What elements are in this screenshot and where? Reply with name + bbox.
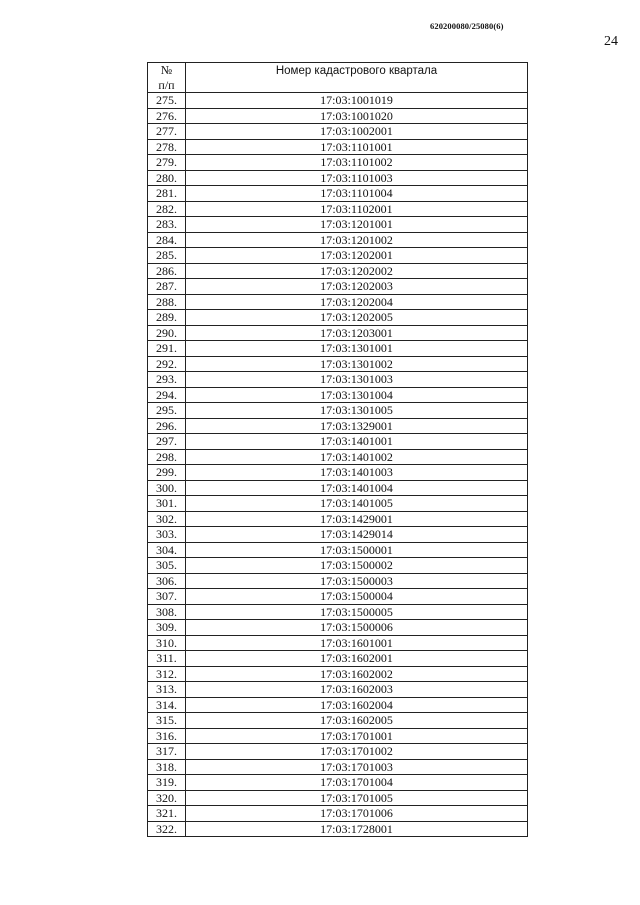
cadastral-number: 17:03:1500004 <box>186 589 528 605</box>
cadastral-number: 17:03:1701004 <box>186 775 528 791</box>
row-number: 319. <box>148 775 186 791</box>
table-row <box>148 325 528 341</box>
row-number: 318. <box>148 759 186 775</box>
cadastral-number: 17:03:1202005 <box>186 310 528 326</box>
cadastral-number: 17:03:1701002 <box>186 744 528 760</box>
row-number: 289. <box>148 310 186 326</box>
table-row <box>148 155 528 171</box>
cadastral-number: 17:03:1500001 <box>186 542 528 558</box>
table-row <box>148 806 528 822</box>
row-number: 287. <box>148 279 186 295</box>
table-row <box>148 480 528 496</box>
table-row <box>148 124 528 140</box>
row-number: 296. <box>148 418 186 434</box>
cadastral-number: 17:03:1101003 <box>186 170 528 186</box>
table-row <box>148 573 528 589</box>
table-row <box>148 170 528 186</box>
row-number: 321. <box>148 806 186 822</box>
row-number: 276. <box>148 108 186 124</box>
row-number: 279. <box>148 155 186 171</box>
cadastral-number: 17:03:1301004 <box>186 387 528 403</box>
table-row <box>148 790 528 806</box>
cadastral-number: 17:03:1201001 <box>186 217 528 233</box>
row-number: 278. <box>148 139 186 155</box>
row-number: 302. <box>148 511 186 527</box>
cadastral-number: 17:03:1602002 <box>186 666 528 682</box>
column-header-cadastral-number: Номер кадастрового квартала <box>186 63 528 93</box>
row-number: 293. <box>148 372 186 388</box>
cadastral-number: 17:03:1429001 <box>186 511 528 527</box>
table-row <box>148 527 528 543</box>
cadastral-number: 17:03:1500002 <box>186 558 528 574</box>
table-row <box>148 759 528 775</box>
table-row <box>148 310 528 326</box>
table-row <box>148 666 528 682</box>
cadastral-number: 17:03:1203001 <box>186 325 528 341</box>
table-row <box>148 387 528 403</box>
table-row <box>148 589 528 605</box>
table-row <box>148 356 528 372</box>
table-row <box>148 403 528 419</box>
row-number: 313. <box>148 682 186 698</box>
table-row <box>148 201 528 217</box>
table-row <box>148 604 528 620</box>
table-row <box>148 713 528 729</box>
cadastral-number: 17:03:1301001 <box>186 341 528 357</box>
row-number: 288. <box>148 294 186 310</box>
cadastral-number: 17:03:1301005 <box>186 403 528 419</box>
cadastral-number: 17:03:1601001 <box>186 635 528 651</box>
row-number: 277. <box>148 124 186 140</box>
cadastral-number: 17:03:1728001 <box>186 821 528 837</box>
column-header-number-line2: п/п <box>158 77 175 92</box>
row-number: 299. <box>148 465 186 481</box>
table-row <box>148 418 528 434</box>
cadastral-number: 17:03:1401004 <box>186 480 528 496</box>
table-row <box>148 217 528 233</box>
page-number: 24 <box>604 34 618 49</box>
column-header-number-line1: № <box>160 63 173 77</box>
cadastral-number: 17:03:1701001 <box>186 728 528 744</box>
table-row <box>148 682 528 698</box>
row-number: 305. <box>148 558 186 574</box>
row-number: 317. <box>148 744 186 760</box>
row-number: 285. <box>148 248 186 264</box>
cadastral-number: 17:03:1401003 <box>186 465 528 481</box>
document-code: 620200080/25080(6) <box>430 21 504 31</box>
cadastral-number: 17:03:1202003 <box>186 279 528 295</box>
row-number: 284. <box>148 232 186 248</box>
row-number: 312. <box>148 666 186 682</box>
cadastral-number: 17:03:1101001 <box>186 139 528 155</box>
row-number: 320. <box>148 790 186 806</box>
row-number: 297. <box>148 434 186 450</box>
cadastral-number: 17:03:1701005 <box>186 790 528 806</box>
row-number: 292. <box>148 356 186 372</box>
table-row <box>148 496 528 512</box>
cadastral-number: 17:03:1201002 <box>186 232 528 248</box>
row-number: 290. <box>148 325 186 341</box>
table-row <box>148 232 528 248</box>
cadastral-number: 17:03:1602005 <box>186 713 528 729</box>
cadastral-number: 17:03:1202001 <box>186 248 528 264</box>
row-number: 315. <box>148 713 186 729</box>
table-row <box>148 651 528 667</box>
cadastral-number: 17:03:1500006 <box>186 620 528 636</box>
row-number: 282. <box>148 201 186 217</box>
table-body <box>148 93 528 837</box>
table-row <box>148 93 528 109</box>
table-row <box>148 697 528 713</box>
table-row <box>148 511 528 527</box>
cadastral-number: 17:03:1602001 <box>186 651 528 667</box>
table-row <box>148 449 528 465</box>
table-row <box>148 279 528 295</box>
table-row <box>148 620 528 636</box>
table-row <box>148 434 528 450</box>
cadastral-number: 17:03:1001020 <box>186 108 528 124</box>
cadastral-number: 17:03:1202004 <box>186 294 528 310</box>
cadastral-number: 17:03:1500003 <box>186 573 528 589</box>
row-number: 304. <box>148 542 186 558</box>
table-row <box>148 186 528 202</box>
cadastral-number: 17:03:1329001 <box>186 418 528 434</box>
column-header-number <box>148 63 186 93</box>
table-row <box>148 775 528 791</box>
table-row <box>148 821 528 837</box>
cadastral-number: 17:03:1602003 <box>186 682 528 698</box>
cadastral-number: 17:03:1401005 <box>186 496 528 512</box>
cadastral-number: 17:03:1301002 <box>186 356 528 372</box>
cadastral-number: 17:03:1401001 <box>186 434 528 450</box>
row-number: 281. <box>148 186 186 202</box>
cadastral-number: 17:03:1101002 <box>186 155 528 171</box>
row-number: 280. <box>148 170 186 186</box>
cadastral-quarters-table <box>147 62 528 837</box>
row-number: 303. <box>148 527 186 543</box>
row-number: 298. <box>148 449 186 465</box>
table-row <box>148 558 528 574</box>
row-number: 311. <box>148 651 186 667</box>
cadastral-number: 17:03:1500005 <box>186 604 528 620</box>
row-number: 314. <box>148 697 186 713</box>
cadastral-number: 17:03:1701003 <box>186 759 528 775</box>
table-row <box>148 635 528 651</box>
table-row <box>148 465 528 481</box>
row-number: 275. <box>148 93 186 109</box>
row-number: 308. <box>148 604 186 620</box>
table-row <box>148 248 528 264</box>
cadastral-number: 17:03:1102001 <box>186 201 528 217</box>
cadastral-number: 17:03:1401002 <box>186 449 528 465</box>
cadastral-number: 17:03:1002001 <box>186 124 528 140</box>
row-number: 300. <box>148 480 186 496</box>
table-row <box>148 341 528 357</box>
row-number: 322. <box>148 821 186 837</box>
row-number: 301. <box>148 496 186 512</box>
table-row <box>148 139 528 155</box>
cadastral-number: 17:03:1202002 <box>186 263 528 279</box>
table-row <box>148 744 528 760</box>
row-number: 309. <box>148 620 186 636</box>
row-number: 294. <box>148 387 186 403</box>
row-number: 316. <box>148 728 186 744</box>
cadastral-number: 17:03:1301003 <box>186 372 528 388</box>
row-number: 283. <box>148 217 186 233</box>
table-header-row <box>148 63 528 93</box>
cadastral-number: 17:03:1602004 <box>186 697 528 713</box>
row-number: 286. <box>148 263 186 279</box>
cadastral-number: 17:03:1701006 <box>186 806 528 822</box>
table-row <box>148 728 528 744</box>
table-row <box>148 108 528 124</box>
row-number: 291. <box>148 341 186 357</box>
cadastral-number: 17:03:1101004 <box>186 186 528 202</box>
table-row <box>148 263 528 279</box>
table-row <box>148 542 528 558</box>
row-number: 306. <box>148 573 186 589</box>
table-row <box>148 372 528 388</box>
cadastral-number: 17:03:1001019 <box>186 93 528 109</box>
table-row <box>148 294 528 310</box>
row-number: 295. <box>148 403 186 419</box>
row-number: 310. <box>148 635 186 651</box>
cadastral-number: 17:03:1429014 <box>186 527 528 543</box>
row-number: 307. <box>148 589 186 605</box>
